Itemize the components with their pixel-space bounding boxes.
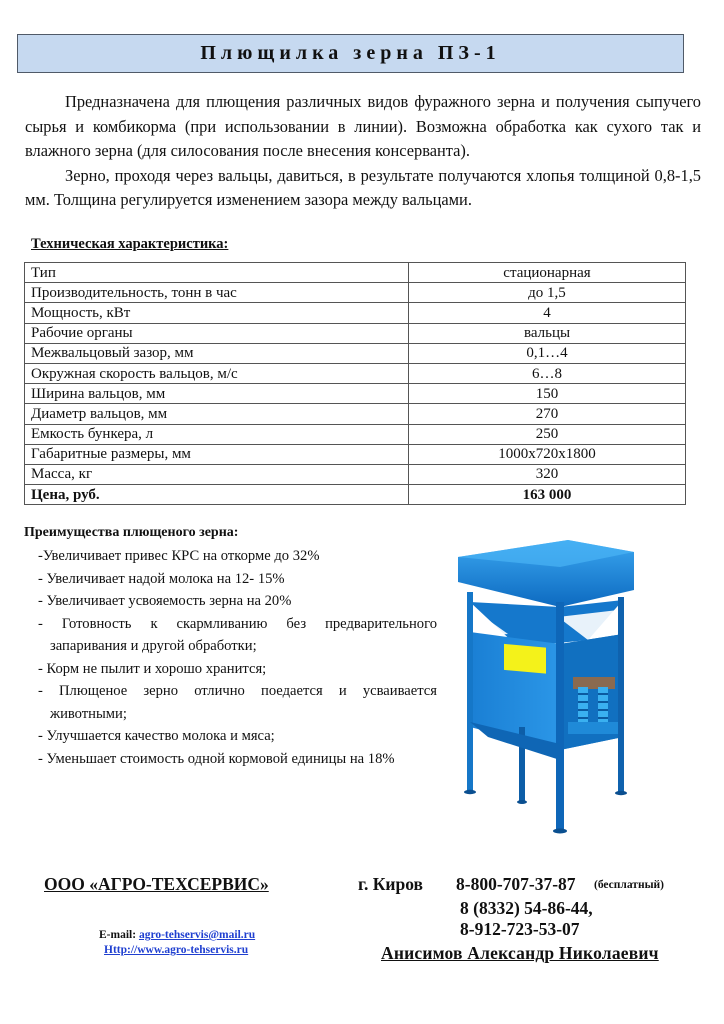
contact-person: Анисимов Александр Николаевич xyxy=(381,943,659,963)
spec-row xyxy=(25,263,686,283)
spec-row xyxy=(25,323,686,343)
page-title: Плющилка зерна ПЗ-1 xyxy=(200,42,501,64)
spec-value: 163 000 xyxy=(409,485,686,505)
advantage-item: - Готовность к скармливанию без предварительного запаривания и другой обработки; xyxy=(38,615,437,654)
city: г. Киров xyxy=(358,874,423,894)
phone-free: 8-800-707-37-87 xyxy=(456,874,576,894)
spec-value: 150 xyxy=(409,384,686,404)
advantage-item: - Увеличивает надой молока на 12- 15% xyxy=(38,570,285,587)
spec-label: Производительность, тонн в час xyxy=(25,283,409,303)
advantage-item: -Увеличивает привес КРС на откорме до 32% xyxy=(38,548,320,564)
name-plate xyxy=(504,644,546,674)
spec-value: 0,1…4 xyxy=(409,343,686,363)
company-name: ООО «АГРО-ТЕХСЕРВИС» xyxy=(44,874,269,894)
spec-row xyxy=(25,444,686,464)
machine-photo xyxy=(448,522,643,834)
spec-row xyxy=(25,424,686,444)
spec-label: Емкость бункера, л xyxy=(25,424,409,444)
intro-paragraph-2: Зерно, проходя через вальцы, давиться, в результате получаются хлопья толщиной 0,8-1,5 мм. Толщина регулируется изменением зазора между вальцами. xyxy=(25,165,701,209)
spec-table xyxy=(24,262,686,505)
phone-3: 8-912-723-53-07 xyxy=(460,919,580,939)
spec-row xyxy=(25,283,686,303)
spec-label: Окружная скорость вальцов, м/с xyxy=(25,363,409,383)
spec-label: Рабочие органы xyxy=(25,323,409,343)
phone-free-note: (бесплатный) xyxy=(594,879,665,891)
title-banner xyxy=(17,34,684,73)
spec-row xyxy=(25,485,686,505)
spec-label: Межвальцовый зазор, мм xyxy=(25,343,409,363)
spec-heading: Техническая характеристика: xyxy=(31,236,229,252)
spec-row xyxy=(25,343,686,363)
advantage-item: - Улучшается качество молока и мяса; xyxy=(38,728,275,744)
spec-value: 320 xyxy=(409,464,686,484)
advantage-item: - Уменьшает стоимость одной кормовой единицы на 18% xyxy=(38,750,395,767)
intro-paragraph-1: Предназначена для плющения различных видов фуражного зерна и получения сыпучего сырья и комбикорма (при использовании в линии). Возможна обработка как сухого так и влажного зерна (для силосования после внесения консерванта). xyxy=(25,92,701,160)
spec-value: 1000x720x1800 xyxy=(409,444,686,464)
email-label: E-mail: xyxy=(99,929,137,941)
spec-label: Ширина вальцов, мм xyxy=(25,384,409,404)
spec-label: Тип xyxy=(25,263,409,283)
spec-row xyxy=(25,384,686,404)
spec-value: 4 xyxy=(409,303,686,323)
advantages-heading: Преимущества плющеного зерна: xyxy=(24,525,239,540)
email-link[interactable]: agro-tehservis@mail.ru xyxy=(138,929,256,941)
website-line xyxy=(104,944,248,956)
spec-value: вальцы xyxy=(409,323,686,343)
spring-right xyxy=(598,687,608,727)
spec-value: 270 xyxy=(409,404,686,424)
intro-text xyxy=(25,90,701,213)
advantage-item: - Корм не пылит и хорошо хранится; xyxy=(38,660,267,677)
advantages-list xyxy=(28,545,437,770)
email-line xyxy=(99,929,255,941)
spring-left xyxy=(578,687,588,727)
spec-value: 6…8 xyxy=(409,363,686,383)
spec-label: Мощность, кВт xyxy=(25,303,409,323)
spec-label: Цена, руб. xyxy=(25,485,409,505)
spec-label: Габаритные размеры, мм xyxy=(25,444,409,464)
phone-2: 8 (8332) 54-86-44, xyxy=(460,898,593,918)
spec-value: 250 xyxy=(409,424,686,444)
spec-row xyxy=(25,464,686,484)
spec-row xyxy=(25,303,686,323)
spec-value: до 1,5 xyxy=(409,283,686,303)
advantage-item: - Увеличивает усвояемость зерна на 20% xyxy=(38,593,292,609)
website-link[interactable]: Http://www.agro-tehservis.ru xyxy=(104,944,249,956)
spec-row xyxy=(25,363,686,383)
spec-value: стационарная xyxy=(409,263,686,283)
spec-row xyxy=(25,404,686,424)
spec-label: Диаметр вальцов, мм xyxy=(25,404,409,424)
advantage-item: - Плющеное зерно отлично поедается и усваивается животными; xyxy=(38,683,437,722)
spec-label: Масса, кг xyxy=(25,464,409,484)
